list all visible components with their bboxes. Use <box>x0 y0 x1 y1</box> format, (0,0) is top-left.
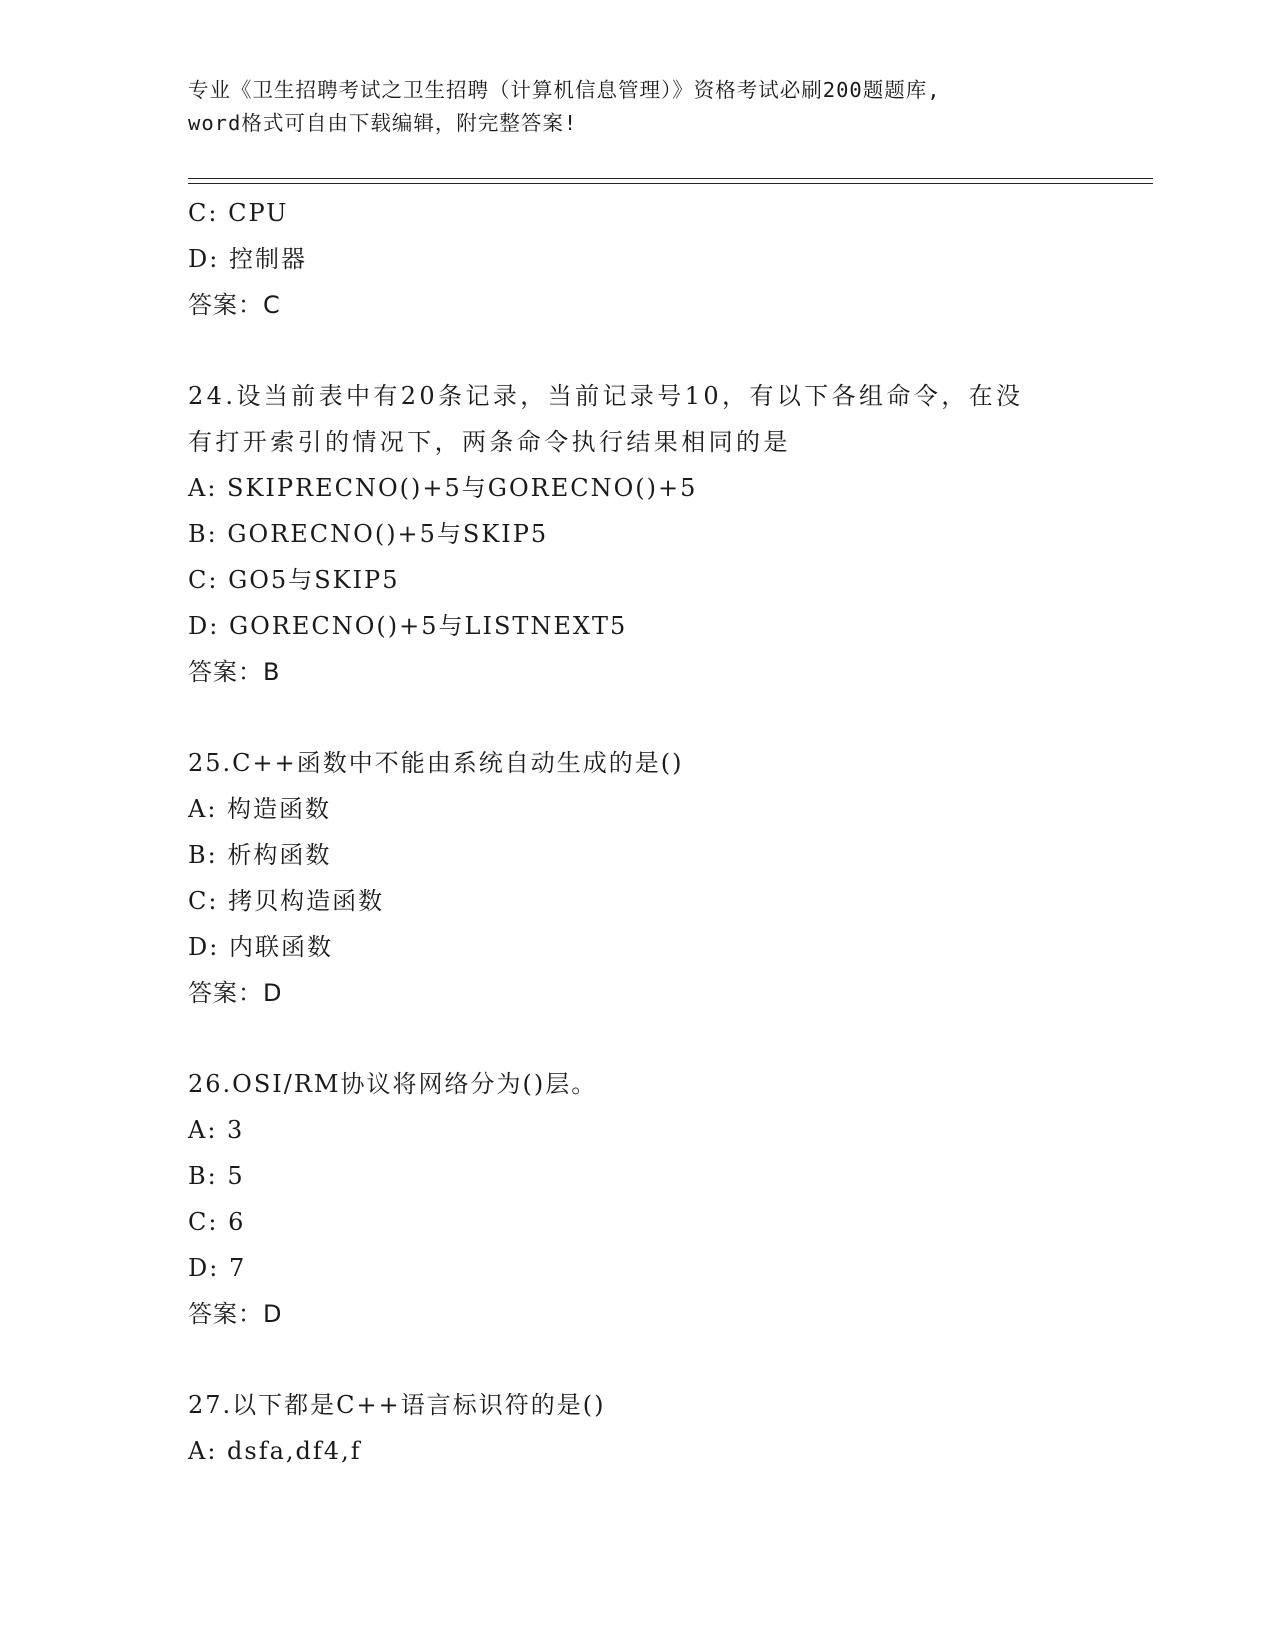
answer: 答案：D <box>188 1300 283 1328</box>
option-a: A: dsfa,df4,f <box>188 1437 362 1465</box>
question-stem <box>188 373 1088 465</box>
question-stem: 26.OSI/RM协议将网络分为()层。 <box>188 1070 598 1098</box>
question-stem-line-2: 有打开索引的情况下，两条命令执行结果相同的是 <box>188 428 791 456</box>
question-list <box>188 190 1088 1474</box>
header-line-2: word格式可自由下载编辑，附完整答案! <box>188 111 578 135</box>
option-b: B: 析构函数 <box>188 841 332 869</box>
answer: 答案：C <box>188 291 281 319</box>
header-divider-top <box>188 178 1153 179</box>
option-a: A: 构造函数 <box>188 795 332 823</box>
document-header <box>188 74 1088 140</box>
option-a: A: SKIPRECNO()+5与GORECNO()+5 <box>188 474 698 502</box>
option-b: B: 5 <box>188 1162 245 1190</box>
header-line-1: 专业《卫生招聘考试之卫生招聘（计算机信息管理）》资格考试必刷200题题库, <box>188 78 941 102</box>
question-23 <box>188 190 1088 328</box>
option-b: B: GORECNO()+5与SKIP5 <box>188 520 549 548</box>
question-27 <box>188 1382 1088 1474</box>
option-c: C: GO5与SKIP5 <box>188 566 400 594</box>
question-26 <box>188 1061 1088 1337</box>
question-stem: 25.C++函数中不能由系统自动生成的是() <box>188 749 684 777</box>
question-stem-line-1: 24.设当前表中有20条记录，当前记录号10，有以下各组命令，在没 <box>188 382 1024 410</box>
option-d: D: GORECNO()+5与LISTNEXT5 <box>188 612 628 640</box>
option-c: C: 拷贝构造函数 <box>188 887 385 915</box>
option-d: D: 控制器 <box>188 245 307 273</box>
option-d: D: 内联函数 <box>188 933 333 961</box>
option-a: A: 3 <box>188 1116 245 1144</box>
question-24 <box>188 373 1088 695</box>
header-divider-bottom <box>188 183 1153 184</box>
answer: 答案：D <box>188 979 283 1007</box>
option-c: C: CPU <box>188 199 289 227</box>
answer: 答案：B <box>188 658 281 686</box>
option-d: D: 7 <box>188 1254 247 1282</box>
question-25 <box>188 740 1088 1016</box>
question-stem: 27.以下都是C++语言标识符的是() <box>188 1391 606 1419</box>
option-c: C: 6 <box>188 1208 246 1236</box>
